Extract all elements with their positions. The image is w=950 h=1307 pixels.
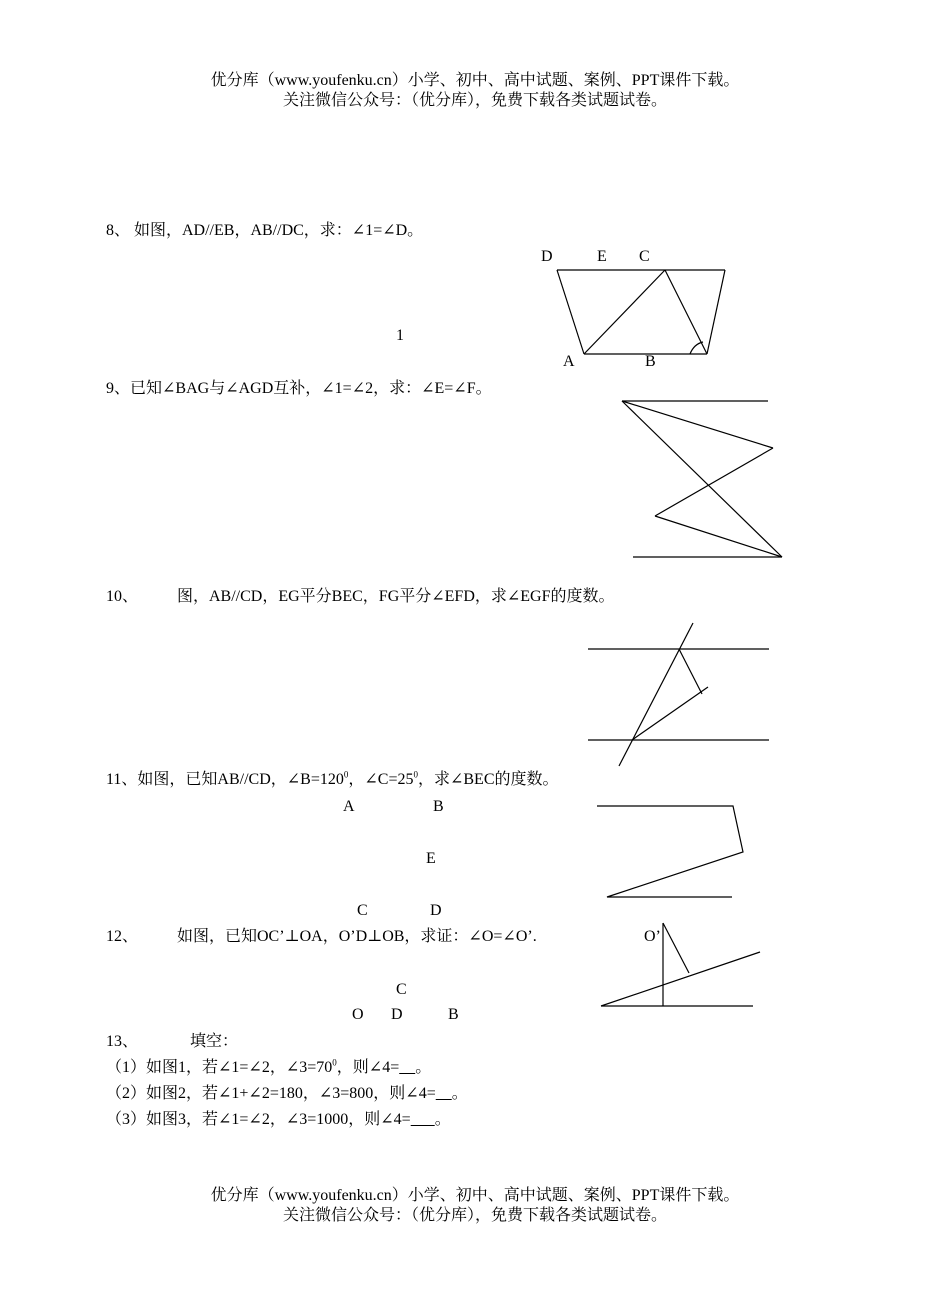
q12-line-OA: [601, 952, 760, 1006]
q8-label-D: D: [541, 248, 553, 265]
q8-label-B: B: [645, 353, 656, 370]
question-12-number: 12、: [106, 928, 139, 945]
q12-line-O-prime-D: [663, 923, 689, 973]
q12-label-O: O: [352, 1006, 364, 1023]
question-10-text: 图，AB//CD，EG平分BEC，FG平分∠EFD，求∠EGF的度数。: [177, 588, 615, 605]
question-13-title: 填空：: [190, 1033, 239, 1050]
footer-line-1: 优分库（www.youfenku.cn）小学、初中、高中试题、案例、PPT课件下载。: [210, 1187, 740, 1204]
question-11-text: 11、如图，已知AB//CD，$\angle B=120^0$，$\angle C=25^0$，求∠BEC的度数。: [106, 769, 559, 788]
q8-label-1: 1: [396, 327, 404, 344]
q8-label-E: E: [597, 248, 607, 265]
q13-answer-blank-2[interactable]: [436, 1084, 452, 1104]
q8-label-A: A: [563, 353, 575, 370]
q13-answer-blank-3[interactable]: [411, 1110, 435, 1130]
header-line-2: 关注微信公众号：（优分库），免费下载各类试题试卷。: [282, 92, 667, 109]
question-9-text: 9、已知∠BAG与∠AGD互补，∠1=∠2，求：∠E=∠F。: [106, 380, 492, 397]
q13-answer-blank-1[interactable]: [399, 1058, 415, 1078]
question-13-number: 13、: [106, 1033, 139, 1050]
q12-label-C: C: [396, 981, 407, 998]
header-line-1: 优分库（www.youfenku.cn）小学、初中、高中试题、案例、PPT课件下载。: [210, 72, 740, 89]
q11-label-C: C: [357, 902, 368, 919]
question-8-text: 8、 如图，AD//EB，AB//DC，求：∠1=∠D。: [106, 222, 424, 239]
question-13-item-2: （2）如图2，若∠1+∠2=180，∠3=800，则∠4= 。: [106, 1085, 468, 1102]
q11-label-A: A: [343, 798, 355, 815]
question-13-item-1: （1）如图1，若∠1=∠2，$\angle 3=70^0$，则∠4= 。: [106, 1057, 432, 1076]
q11-label-E: E: [426, 850, 436, 867]
q12-label-D: D: [391, 1006, 403, 1023]
q12-label-O-prime: O’: [644, 928, 661, 945]
question-10-number: 10、: [106, 588, 139, 605]
q12-label-B: B: [448, 1006, 459, 1023]
q11-label-B: B: [433, 798, 444, 815]
question-13-item-3: （3）如图3，若∠1=∠2，∠3=1000，则∠4= 。: [106, 1111, 451, 1128]
footer-line-2: 关注微信公众号：（优分库），免费下载各类试题试卷。: [282, 1207, 667, 1224]
question-12-text: 如图，已知OC’⊥OA，O’D⊥OB，求证：∠O=∠O’.: [177, 928, 537, 945]
q8-label-C: C: [639, 248, 650, 265]
q11-label-D: D: [430, 902, 442, 919]
